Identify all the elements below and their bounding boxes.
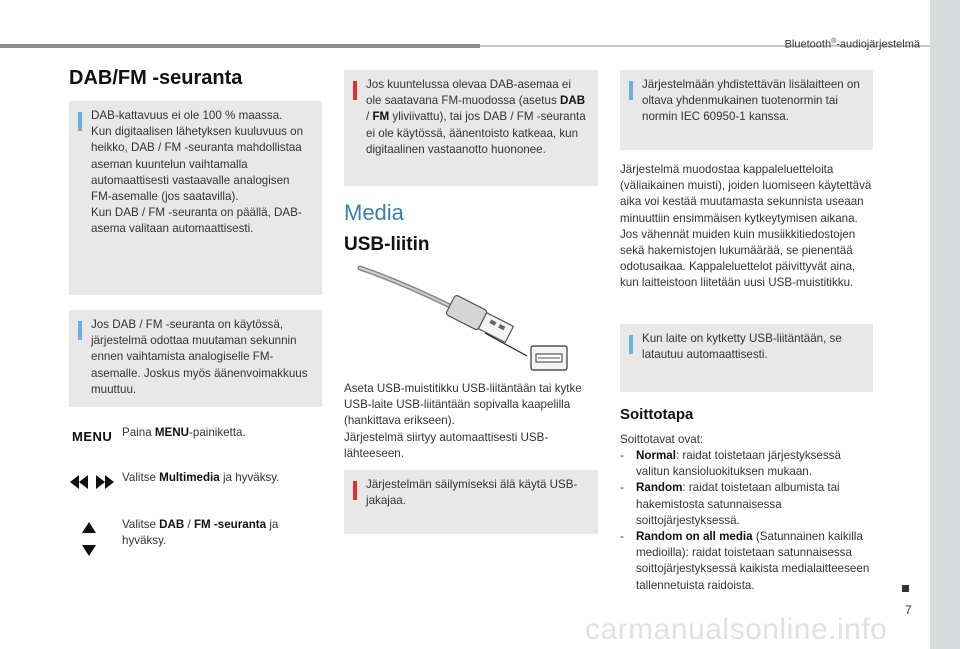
info-marker [78, 112, 82, 131]
usb-connector-illustration [355, 258, 575, 378]
info-marker [629, 81, 633, 100]
menu-button-icon: MENU [72, 429, 113, 444]
watermark: carmanualsonline.info [585, 613, 888, 646]
play-mode-list [620, 448, 872, 594]
info-marker [78, 321, 82, 340]
play-mode-intro: Soittotavat ovat: [620, 433, 704, 446]
up-down-arrows-icon [82, 522, 96, 556]
info-box-standard [620, 70, 873, 150]
page-edge-bar [930, 0, 960, 649]
warning-box-usb-hub [344, 470, 598, 534]
info-text: DAB-kattavuus ei ole 100 % maassa. Kun digitaalisen lähetyksen kuuluvuus on heikko, DAB / FM -seuranta mahdollistaa aseman kuuntelun vaihtamalla automaattisesti vastaavalle analogisen FM-asemalle (jos saatavilla). Kun DAB / FM -seuranta on päällä, DAB-asema valitaan automaattisesti. [91, 109, 304, 236]
info-box-dab-delay [69, 310, 322, 407]
continue-marker [902, 585, 909, 592]
media-section-title: Media [344, 200, 404, 225]
step-press-menu: Paina MENU-painiketta. [122, 426, 246, 439]
play-mode-heading: Soittotapa [620, 406, 694, 423]
warning-box-dab-fm [344, 70, 598, 186]
page-number: 7 [905, 603, 912, 617]
info-box-dab-coverage [69, 101, 322, 295]
dab-fm-heading: DAB/FM -seuranta [69, 67, 243, 89]
info-text: Järjestelmään yhdistettävän lisälaitteen on oltava yhdenmukainen tuotenormin tai normin IEC 60950-1 kanssa. [642, 78, 860, 124]
warning-text: Jos kuuntelussa olevaa DAB-asemaa ei ole saatavana FM-muodossa (asetus DAB / FM yliviivattu), tai jos DAB / FM -seuranta ei ole käytössä, äänentoisto katkeaa, kun digitaalinen vastaanotto huononee. [366, 78, 586, 156]
warning-text: Järjestelmän säilymiseksi älä käytä USB-jakajaa. [366, 478, 578, 508]
warning-marker [353, 481, 357, 500]
usb-heading: USB-liitin [344, 234, 430, 255]
info-text: Jos DAB / FM -seuranta on käytössä, järjestelmä odottaa muutaman sekunnin ennen vaihtamista analogiselle FM-asemalle. Joskus myös äänenvoimakkuus muuttuu. [91, 318, 308, 396]
header-rule-dark [0, 44, 480, 48]
step-select-multimedia: Valitse Multimedia ja hyväksy. [122, 471, 280, 484]
step-select-dab-fm: Valitse DAB / FM -seuranta ja hyväksy. [122, 518, 279, 548]
usb-instructions: Aseta USB-muistitikku USB-liitäntään tai kytke USB-laite USB-liitäntään sopivalla kaapelilla (hankittava erikseen). Järjestelmä siirtyy automaattisesti USB-lähteeseen. [344, 382, 582, 460]
list-item: - Random: raidat toistetaan albumista tai hakemistosta satunnaisessa soittojärjestyksessä. [620, 481, 840, 527]
playlist-info: Järjestelmä muodostaa kappaleluetteloita (väliaikainen muisti), joiden luomiseen käytettävä aika voi kestää muutamasta sekunnista useaan minuuttiin ensimmäisen kytkeytymisen aikana. Jos vähennät muiden kuin musiikkitiedostojen sekä hakemistojen lukumäärää, se pienentää odotusaikaa. Kappaleluettelot päivittyvät aina, kun laitteistoon liitetään uusi USB-muistitikku. [620, 163, 872, 290]
info-box-charging [620, 324, 873, 392]
left-right-arrows-icon [70, 475, 114, 489]
list-item: - Random on all media (Satunnainen kaikilla medioilla): raidat toistetaan satunnaisessa soittojärjestyksessä kaikista medialaitteeseen tallennetuista raidoista. [620, 530, 870, 592]
running-header: Bluetooth®-audiojärjestelmä [784, 38, 920, 51]
info-marker [629, 335, 633, 354]
info-text: Kun laite on kytketty USB-liitäntään, se latautuu automaattisesti. [642, 332, 842, 362]
warning-marker [353, 81, 357, 100]
list-item: - Normal: raidat toistetaan järjestyksessä valitun kansioluokituksen mukaan. [620, 449, 841, 479]
